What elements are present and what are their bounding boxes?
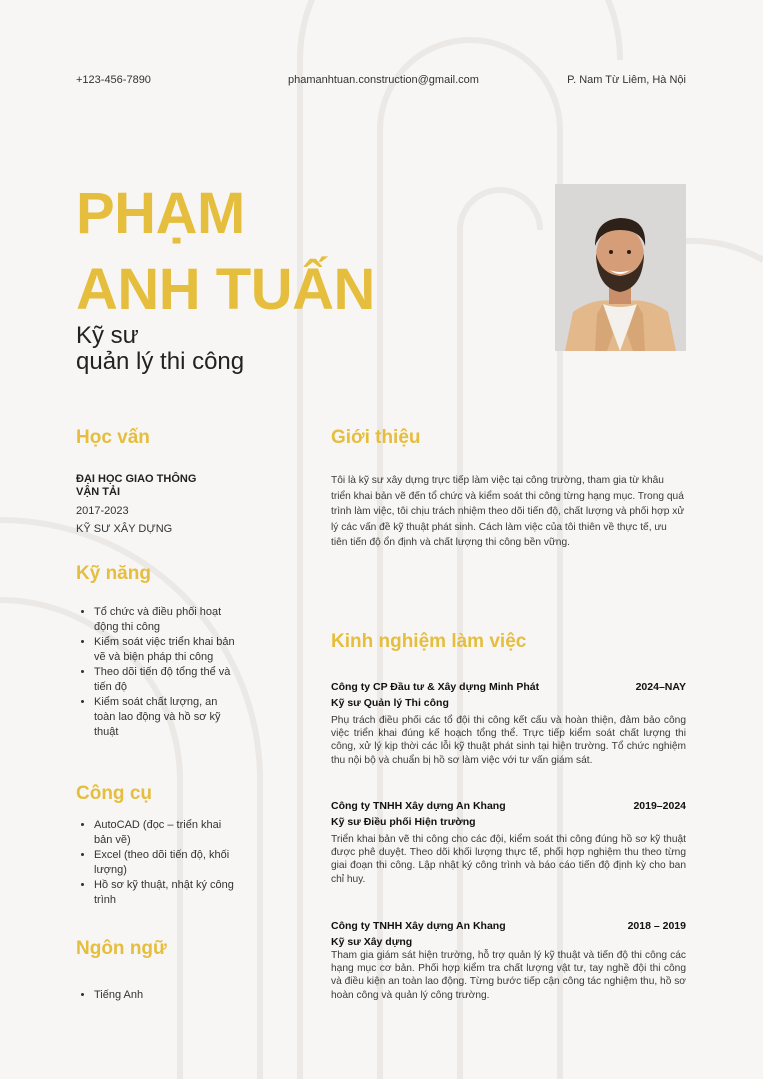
intro-heading: Giới thiệu [331,427,421,448]
education-heading: Học vấn [76,427,150,448]
job-period: 2018 – 2019 [627,920,686,932]
portrait-photo [555,184,686,351]
address-text: P. Nam Từ Liêm, Hà Nội [567,74,686,86]
job-role: Kỹ sư Điều phối Hiện trường [331,816,476,828]
languages-list [76,988,246,1003]
phone-text: +123-456-7890 [76,74,151,86]
skill-item: • Kiểm soát việc triển khai bản vẽ và biện pháp thi công [94,635,241,665]
job-entry [331,681,686,767]
job-title [76,323,244,375]
job-role: Kỹ sư Quản lý Thi công [331,697,449,709]
tools-list [76,818,236,908]
languages-heading: Ngôn ngữ [76,938,167,959]
email-link[interactable]: phamanhtuan.construction@gmail.com [288,74,479,86]
job-role: Kỹ sư Xây dựng [331,936,413,948]
job-period: 2019–2024 [633,800,686,812]
education-years: 2017-2023 [76,505,129,517]
full-name [76,176,375,328]
experience-heading: Kinh nghiệm làm việc [331,631,527,652]
skill-item: • Tổ chức và điều phối hoạt động thi công [94,605,241,635]
tool-item: • Excel (theo dõi tiến độ, khối lượng) [94,848,236,878]
name-line-2: ANH TUẤN [76,257,375,322]
title-line-2: quản lý thi công [76,348,245,375]
skills-heading: Kỹ năng [76,563,151,584]
job-company: Công ty TNHH Xây dựng An Khang [331,800,506,812]
skills-list [76,605,241,740]
tool-item: • Hồ sơ kỹ thuật, nhật ký công trình [94,878,236,908]
job-company: Công ty TNHH Xây dựng An Khang [331,920,506,932]
language-item: • Tiếng Anh [94,988,246,1003]
tool-item: • AutoCAD (đọc – triển khai bản vẽ) [94,818,236,848]
job-entry [331,920,686,1002]
job-entry [331,800,686,886]
school-name: ĐẠI HỌC GIAO THÔNG VẬN TẢI [76,473,197,498]
skill-item: • Theo dõi tiến độ tổng thể và tiến độ [94,665,241,695]
job-description: Tham gia giám sát hiện trường, hỗ trợ quản lý kỹ thuật và tiến độ thi công các hạng mục cơ bản. Phối hợp kiểm tra chất lượng vật tư, tay nghề đội thi công và điều kiện an toàn lao động. Từng bước tiếp cận công tác nghiệm thu, hồ sơ hoàn công và quản lý công trường. [331,950,686,1001]
job-description: Phụ trách điều phối các tổ đội thi công kết cấu và hoàn thiện, đảm bảo công việc triển khai đúng kế hoạch tổng thể. Trực tiếp kiểm soát chất lượng thi công, xử lý kịp thời các lỗi kỹ thuật phát sinh tại hiện trường. Tổ chức nghiệm thu nội bộ và chuẩn bị hồ sơ làm việc với tư vấn giám sát. [331,715,686,766]
job-description: Triển khai bản vẽ thi công cho các đội, kiểm soát thi công đúng hồ sơ kỹ thuật được phê duyệt. Theo dõi khối lượng thực tế, phối hợp nghiệm thu theo từng giai đoạn thi công. Lập nhật ký công trình và báo cáo tiến độ định kỳ cho ban chỉ huy. [331,834,686,885]
job-company: Công ty CP Đầu tư & Xây dựng Minh Phát [331,681,540,693]
tools-heading: Công cụ [76,783,152,804]
education-block [76,473,216,535]
contact-bar [76,74,686,90]
skill-item: • Kiểm soát chất lượng, an toàn lao động và hồ sơ kỹ thuật [94,695,241,740]
job-period: 2024–NAY [635,681,686,693]
intro-text: Tôi là kỹ sư xây dựng trực tiếp làm việc tại công trường, tham gia từ khâu triển khai bản vẽ đến tổ chức và kiểm soát thi công từng hạng mục. Trong quá trình làm việc, tôi chịu trách nhiệm theo dõi tiến độ, chất lượng và phối hợp xử lý các vấn đề kỹ thuật phát sinh. Cách làm việc của tôi thiên về thực tế, ưu tiên tiến độ ổn định và chất lượng thi công bền vững. [331,475,685,548]
title-line-1: Kỹ sư [76,322,139,349]
education-degree: KỸ SƯ XÂY DỰNG [76,523,173,535]
name-line-1: PHẠM [76,181,245,246]
